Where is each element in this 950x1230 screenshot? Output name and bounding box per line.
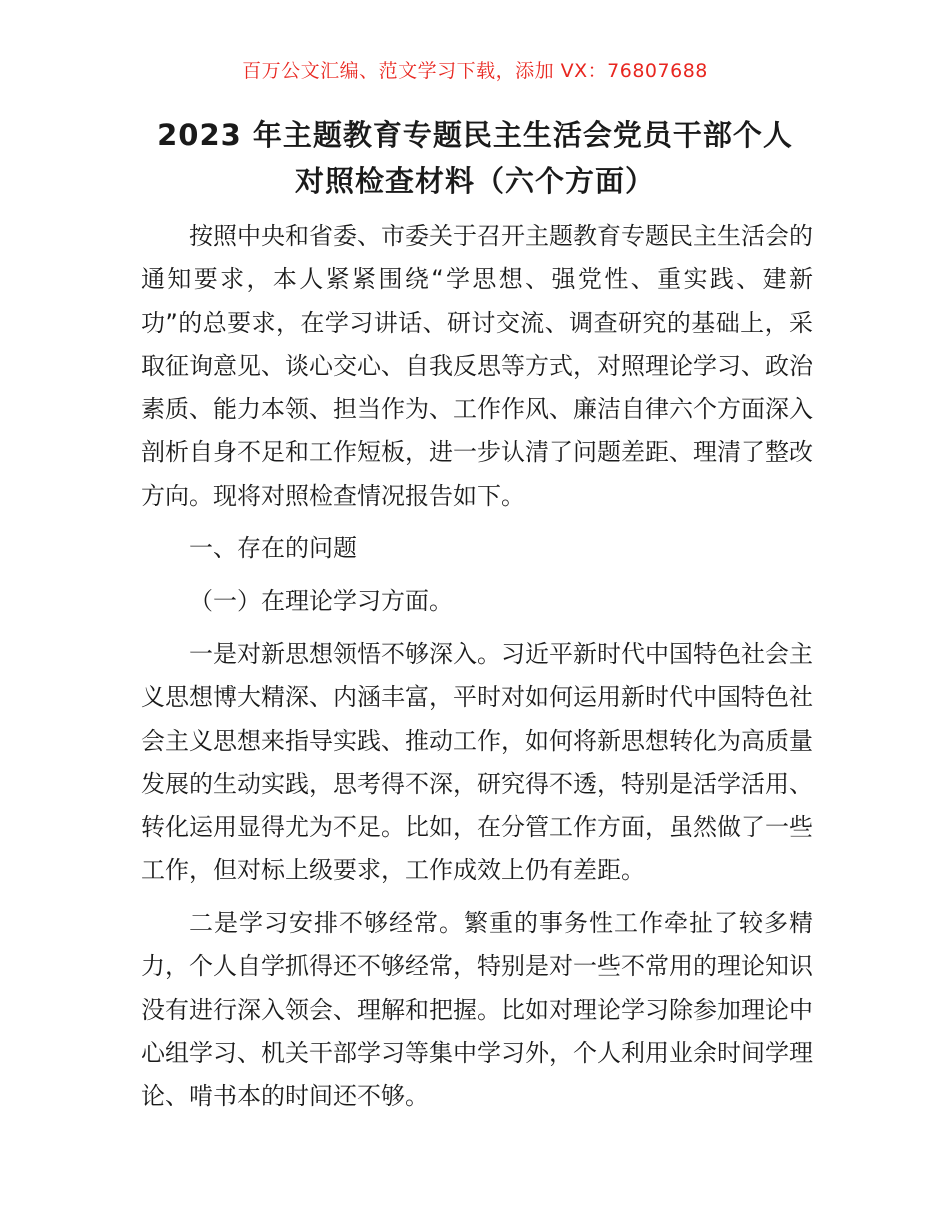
section-heading-problems: 一、存在的问题: [189, 534, 357, 562]
paragraph-point-1: 一是对新思想领悟不够深入。习近平新时代中国特色社会主义思想博大精深、内涵丰富，平时对如何运用新时代中国特色社会主义思想来指导实践、推动工作，如何将新思想转化为高质量发展的生动实践，思考得不深，研究得不透，特别是活学活用、转化运用显得尤为不足。比如，在分管工作方面，虽然做了一些工作，但对标上级要求，工作成效上仍有差距。: [141, 640, 813, 885]
document-title: [100, 112, 850, 204]
intro-paragraph: 按照中央和省委、市委关于召开主题教育专题民主生活会的通知要求，本人紧紧围绕“学思想、强党性、重实践、建新功”的总要求，在学习讲话、研讨交流、调查研究的基础上，采取征询意见、谈心交心、自我反思等方式，对照理论学习、政治素质、能力本领、担当作为、工作作风、廉洁自律六个方面深入剖析自身不足和工作短板，进一步认清了问题差距、理清了整改方向。现将对照检查情况报告如下。: [141, 222, 813, 510]
paragraph-point-2: 二是学习安排不够经常。繁重的事务性工作牵扯了较多精力，个人自学抓得还不够经常，特别是对一些不常用的理论知识没有进行深入领会、理解和把握。比如对理论学习除参加理论中心组学习、机关干部学习等集中学习外，个人利用业余时间学理论、啃书本的时间还不够。: [141, 909, 813, 1111]
subsection-heading-theory-study: （一）在理论学习方面。: [189, 587, 453, 615]
header-banner: 百万公文汇编、范文学习下载，添加 VX：76807688: [242, 60, 708, 82]
title-line-1: 2023 年主题教育专题民主生活会党员干部个人: [157, 118, 793, 152]
title-line-2: 对照检查材料（六个方面）: [294, 164, 655, 198]
